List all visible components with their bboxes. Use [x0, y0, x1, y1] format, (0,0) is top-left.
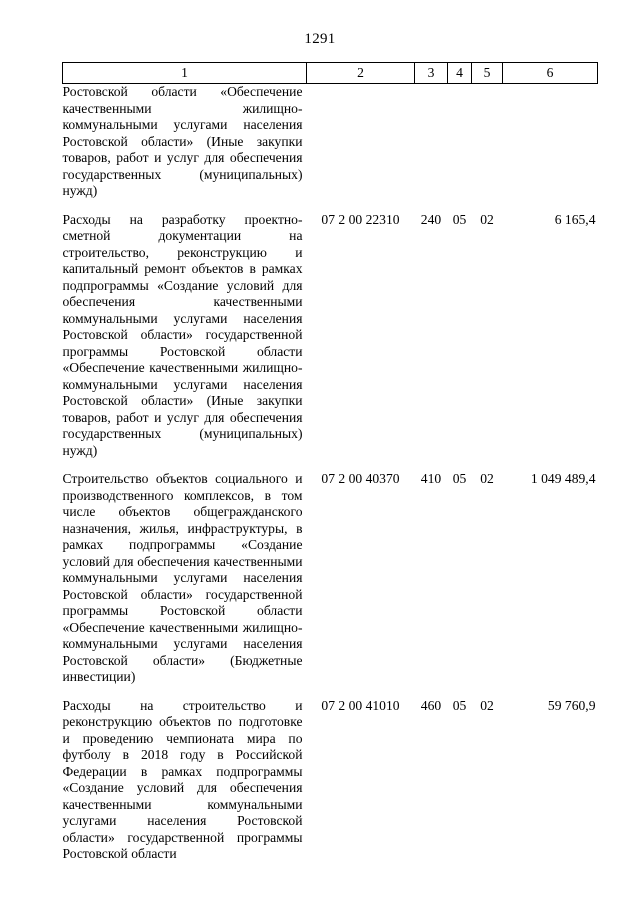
column-header-6: 6: [503, 63, 598, 84]
table-header-row: [63, 63, 598, 84]
row-section: [448, 84, 472, 212]
budget-table: [62, 62, 598, 863]
column-header-2: 2: [307, 63, 415, 84]
row-target-article: 07 2 00 22310: [321, 211, 400, 227]
row-expense-type: 460: [420, 697, 442, 713]
column-header-1: 1: [63, 63, 307, 84]
row-description: Строительство объектов социального и производственного комплексов, в том числе объектов общегражданского назначения, жилья, инфраструктуры, в рамках подпрограммы «Создание условий для обеспечения качественными коммунальными услугами населения Ростовской области» государственной программы Ростовской области «Обеспечение качественными жилищно-коммунальными услугами населения Ростовской области» (Бюджетные инвестиции): [62, 471, 303, 684]
row-subsection: 02: [480, 211, 494, 227]
row-expense-type: 410: [420, 471, 442, 486]
row-amount: 59 760,9: [547, 697, 596, 713]
row-description: Расходы на строительство и реконструкцию объектов по подготовке и проведению чемпионата мира по футболу в 2018 году в Российской Федерации в рамках подпрограммы «Создание условий для обеспечения качественными коммунальными услугами населения Ростовской области» государственной программы Ростовской области: [62, 697, 303, 861]
row-section: 05: [452, 211, 467, 227]
column-header-5: 5: [472, 63, 503, 84]
page-number: 1291: [304, 31, 336, 47]
row-expense-type: 240: [420, 211, 442, 227]
row-subsection: 02: [480, 697, 494, 713]
table-row: [63, 698, 598, 863]
row-subsection: [472, 84, 503, 212]
row-target-article: [307, 84, 415, 212]
row-target-article: 07 2 00 40370: [321, 471, 400, 486]
row-section: 05: [452, 697, 467, 713]
row-amount: [503, 84, 598, 212]
column-header-3: 3: [415, 63, 448, 84]
row-subsection: 02: [480, 471, 494, 486]
row-description: Расходы на разработку проектно-сметной документации на строительство, реконструкцию и капитальный ремонт объектов в рамках подпрограммы «Создание условий для обеспечения качественными коммунальными услугами населения Ростовской области» государственной программы Ростовской области «Обеспечение качественными жилищно-коммунальными услугами населения Ростовской области» (Иные закупки товаров, работ и услуг для обеспечения государственных (муниципальных) нужд): [62, 211, 303, 458]
row-expense-type: [415, 84, 448, 212]
table-row: [63, 471, 598, 698]
column-header-4: 4: [448, 63, 472, 84]
table-row: [63, 84, 598, 212]
row-amount: 6 165,4: [554, 211, 596, 227]
row-section: 05: [452, 471, 467, 486]
table-row: [63, 212, 598, 472]
row-description: Ростовской области «Обеспечение качественными жилищно-коммунальными услугами населения Ростовской области» (Иные закупки товаров, работ и услуг для обеспечения государственных (муниципальных) нужд): [62, 84, 303, 198]
row-target-article: 07 2 00 41010: [321, 697, 400, 713]
row-amount: 1 049 489,4: [530, 471, 596, 486]
